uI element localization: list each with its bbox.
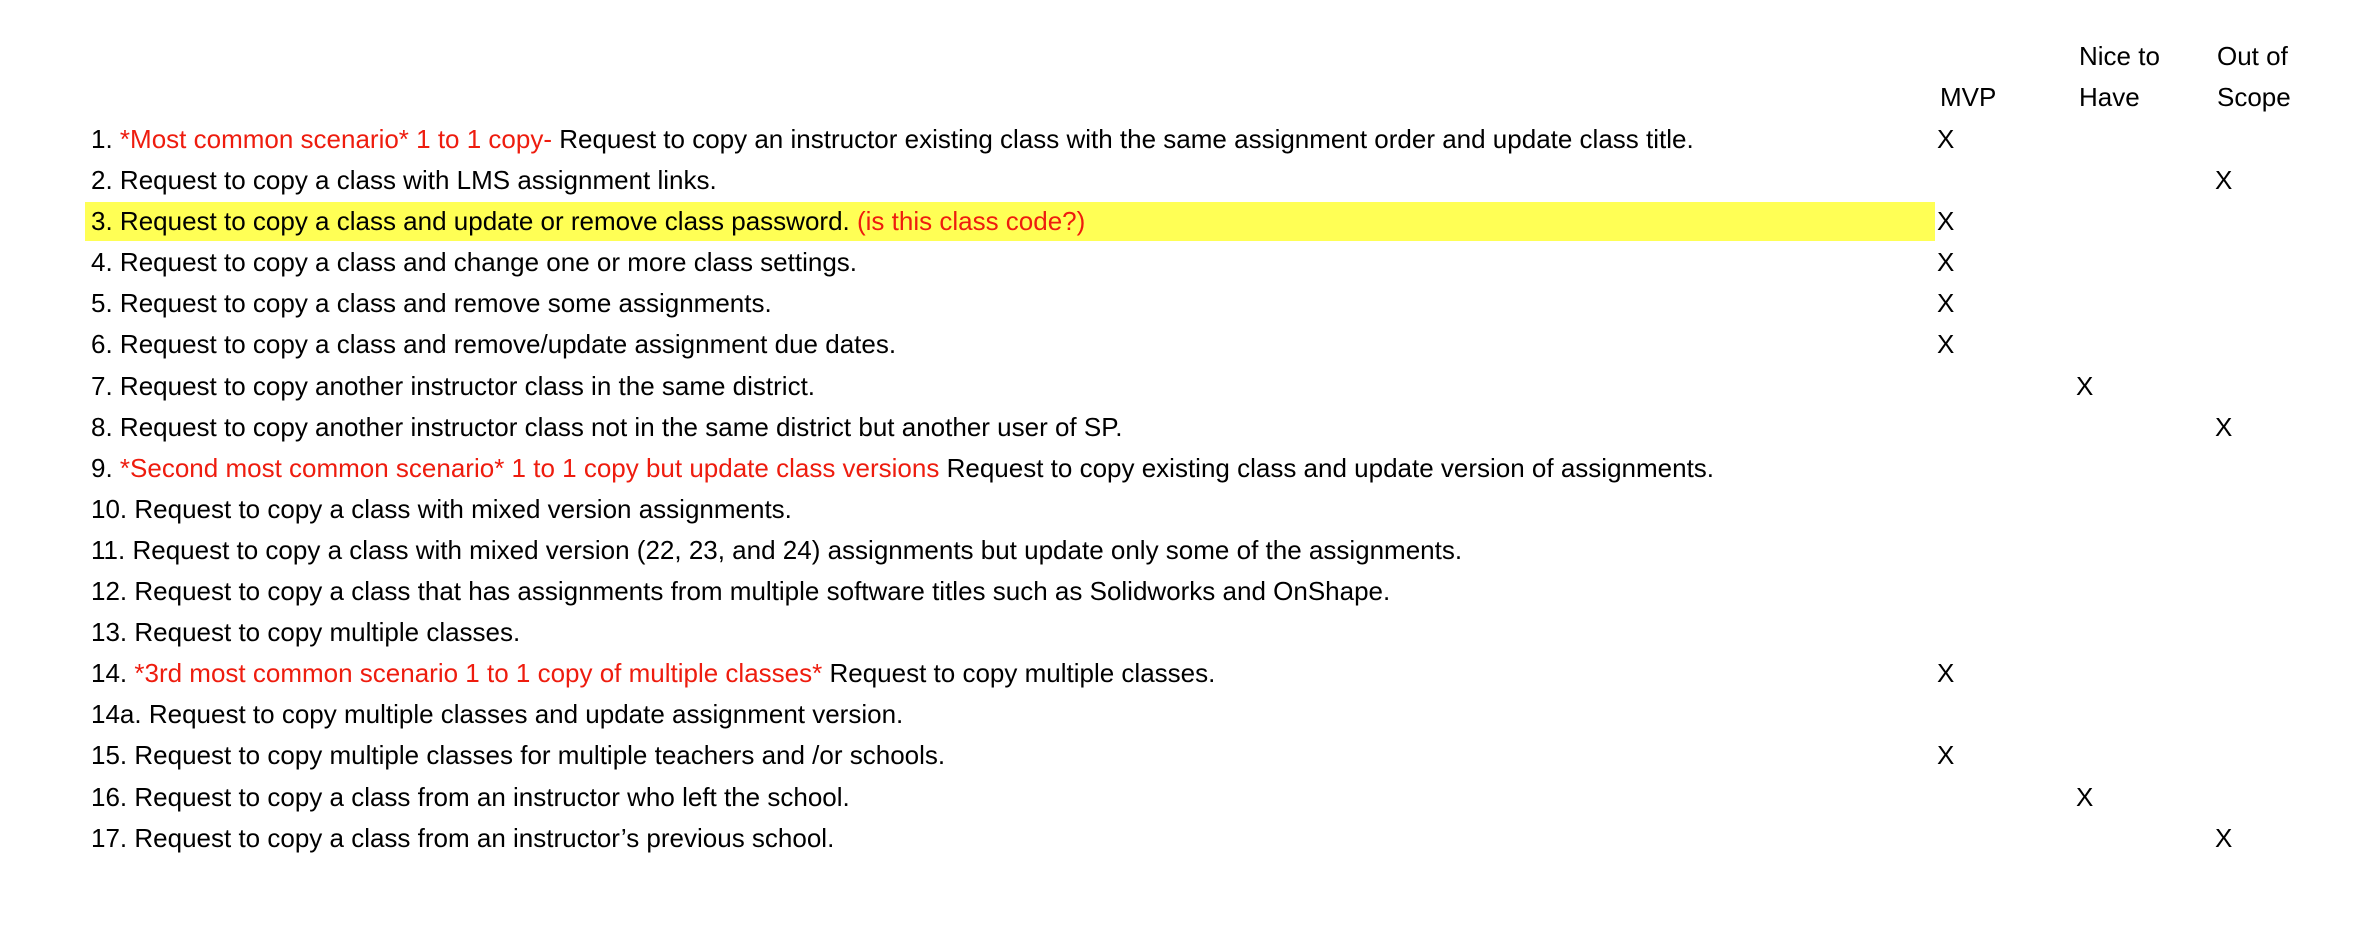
requirement-number: 6. — [91, 329, 113, 360]
requirement-text — [91, 694, 903, 735]
requirement-row — [0, 242, 2364, 283]
x-mark-nice: X — [2076, 781, 2094, 812]
x-mark-oos: X — [2215, 411, 2233, 442]
requirement-text — [91, 777, 850, 818]
requirement-row — [0, 366, 2364, 407]
requirement-description: Request to copy a class and remove/update assignment due dates. — [119, 329, 897, 360]
requirement-text — [91, 160, 717, 201]
requirement-description: Request to copy a class with LMS assignment links. — [119, 165, 717, 196]
requirement-description: Request to copy multiple classes for multiple teachers and /or schools. — [134, 740, 946, 771]
requirement-text — [91, 612, 520, 653]
requirement-description: Request to copy a class and update or remove class password. — [119, 206, 850, 237]
requirement-text — [91, 735, 945, 776]
requirement-row — [0, 777, 2364, 818]
requirement-description: Request to copy multiple classes. — [134, 617, 521, 648]
requirement-text — [91, 242, 857, 283]
requirement-row — [0, 160, 2364, 201]
requirement-number: 14a. — [91, 699, 142, 730]
x-mark-mvp: X — [1937, 288, 1955, 319]
requirement-number: 9. — [91, 452, 113, 483]
requirement-number: 13. — [91, 617, 128, 648]
column-header-nice-to-have — [2079, 36, 2160, 118]
requirement-number: 3. — [91, 206, 113, 237]
scenario-note: *Most common scenario* 1 to 1 copy- — [119, 124, 552, 154]
requirement-row — [0, 201, 2364, 242]
requirement-number: 1. — [91, 124, 113, 154]
column-header-oos-line1: Out of — [2217, 41, 2288, 71]
column-header-oos-line2: Scope — [2217, 82, 2291, 112]
requirement-number: 12. — [91, 576, 128, 607]
x-mark-mvp: X — [1937, 329, 1955, 360]
x-mark-oos: X — [2215, 822, 2233, 853]
requirement-description: Request to copy an instructor existing class with the same assignment order and update class title. — [559, 124, 1694, 154]
requirement-number: 7. — [91, 370, 113, 401]
requirement-text — [91, 366, 815, 407]
requirement-row — [0, 119, 2364, 160]
requirement-description: Request to copy another instructor class not in the same district but another user of SP. — [119, 411, 1123, 442]
requirement-text — [91, 448, 1714, 489]
requirement-row — [0, 571, 2364, 612]
requirement-row — [0, 694, 2364, 735]
requirement-row — [0, 283, 2364, 324]
question-note: (is this class code?) — [856, 206, 1086, 237]
requirement-description: Request to copy multiple classes and update assignment version. — [148, 699, 904, 730]
column-header-mvp-label: MVP — [1940, 82, 1997, 112]
column-header-nice-line1: Nice to — [2079, 41, 2160, 71]
requirement-row — [0, 324, 2364, 365]
column-header-nice-line2: Have — [2079, 82, 2140, 112]
requirement-description: Request to copy a class that has assignments from multiple software titles such as Solidworks and OnShape. — [134, 576, 1391, 607]
requirement-description: Request to copy a class from an instructor’s previous school. — [134, 822, 835, 853]
x-mark-mvp: X — [1937, 124, 1955, 154]
requirements-list — [0, 119, 2364, 859]
requirement-number: 17. — [91, 822, 128, 853]
requirement-description: Request to copy multiple classes. — [829, 658, 1216, 689]
requirement-row — [0, 448, 2364, 489]
requirement-description: Request to copy a class with mixed version assignments. — [134, 493, 792, 524]
requirement-text — [91, 324, 896, 365]
requirement-row — [0, 489, 2364, 530]
requirement-row — [0, 530, 2364, 571]
requirement-text — [91, 201, 1085, 242]
requirement-text — [91, 530, 1462, 571]
requirement-text — [91, 119, 1694, 160]
requirement-number: 11. — [91, 534, 126, 565]
requirement-description: Request to copy a class with mixed version (22, 23, and 24) assignments but update only some of the assignments. — [132, 534, 1463, 565]
requirement-number: 8. — [91, 411, 113, 442]
requirement-number: 15. — [91, 740, 128, 771]
requirement-text — [91, 407, 1122, 448]
requirement-description: Request to copy a class from an instructor who left the school. — [134, 781, 850, 812]
requirement-text — [91, 571, 1390, 612]
requirement-number: 5. — [91, 288, 113, 319]
column-header-out-of-scope — [2217, 36, 2291, 118]
requirement-description: Request to copy a class and remove some assignments. — [119, 288, 772, 319]
x-mark-mvp: X — [1937, 247, 1955, 278]
x-mark-mvp: X — [1937, 206, 1955, 237]
requirement-number: 10. — [91, 493, 128, 524]
requirement-description: Request to copy another instructor class in the same district. — [119, 370, 816, 401]
requirement-text — [91, 283, 772, 324]
requirement-text — [91, 818, 834, 859]
requirement-row — [0, 653, 2364, 694]
x-mark-mvp: X — [1937, 740, 1955, 771]
x-mark-mvp: X — [1937, 658, 1955, 689]
requirement-number: 2. — [91, 165, 113, 196]
requirement-number: 4. — [91, 247, 113, 278]
scenario-note: *Second most common scenario* 1 to 1 copy but update class versions — [119, 452, 940, 483]
requirement-text — [91, 489, 792, 530]
scenario-note: *3rd most common scenario 1 to 1 copy of multiple classes* — [134, 658, 823, 689]
column-header-mvp — [1940, 77, 1996, 118]
requirement-row — [0, 407, 2364, 448]
x-mark-nice: X — [2076, 370, 2094, 401]
requirement-number: 16. — [91, 781, 128, 812]
requirement-text — [91, 653, 1215, 694]
x-mark-oos: X — [2215, 165, 2233, 196]
requirement-row — [0, 612, 2364, 653]
requirement-description: Request to copy existing class and update version of assignments. — [946, 452, 1715, 483]
requirement-row — [0, 735, 2364, 776]
requirement-row — [0, 818, 2364, 859]
requirement-number: 14. — [91, 658, 128, 689]
requirement-description: Request to copy a class and change one or more class settings. — [119, 247, 857, 278]
